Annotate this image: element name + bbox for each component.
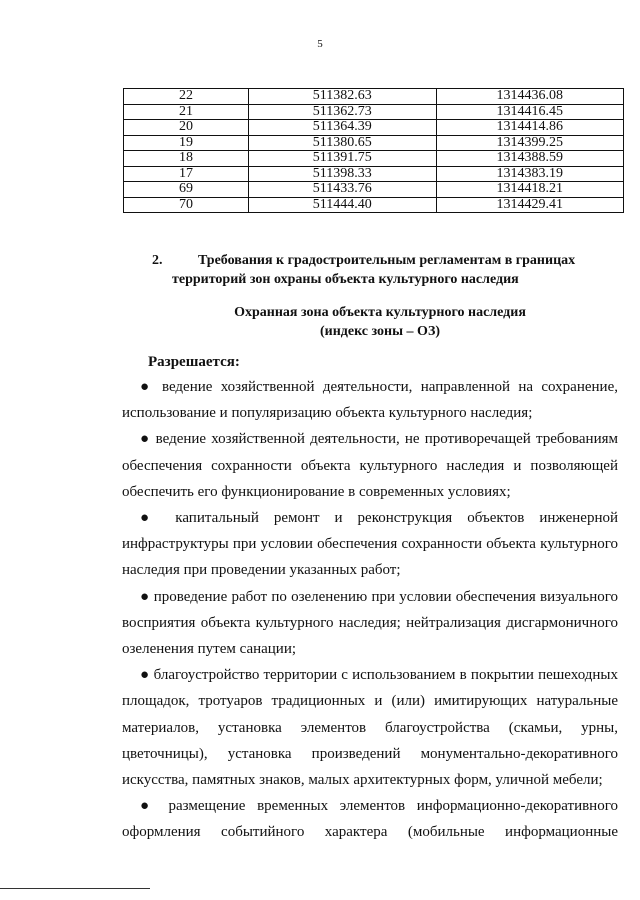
table-row	[124, 89, 624, 105]
list-item-text: капитальный ремонт и реконструкция объектов инженерной инфраструктуры при условии обеспечения сохранности объекта культурного наследия при проведении указанных работ;	[122, 510, 618, 579]
table-row	[124, 197, 624, 213]
y-coordinate-cell: 1314418.21	[436, 182, 624, 198]
table-row	[124, 120, 624, 136]
point-number-cell: 19	[124, 135, 249, 151]
x-coordinate-cell: 511382.63	[249, 89, 437, 105]
list-item-text: размещение временных элементов информационно-декоративного оформления событийного характера (мобильные информационные	[122, 798, 618, 841]
section-title-line-1: Требования к градостроительным регламентам в границах	[198, 253, 576, 268]
x-coordinate-cell: 511444.40	[249, 197, 437, 213]
list-item	[122, 662, 618, 793]
list-item	[122, 793, 618, 845]
zone-title-line-1: Охранная зона объекта культурного наследия	[234, 305, 526, 320]
footer-rule	[0, 888, 150, 889]
bullet-icon: ●	[140, 588, 150, 605]
x-coordinate-cell: 511433.76	[249, 182, 437, 198]
table-row	[124, 135, 624, 151]
table-row	[124, 151, 624, 167]
bullet-icon: ●	[140, 510, 161, 527]
list-item-text: ведение хозяйственной деятельности, не противоречащей требованиям обеспечения сохранности объекта культурного наследия и позволяющей обеспечить его функционирование в современных условиях;	[122, 431, 618, 500]
coordinates-table-body	[124, 89, 624, 213]
coordinates-table	[123, 88, 624, 213]
list-item	[122, 374, 618, 426]
bullet-icon: ●	[140, 431, 151, 448]
point-number-cell: 18	[124, 151, 249, 167]
point-number-cell: 21	[124, 104, 249, 120]
point-number-cell: 70	[124, 197, 249, 213]
section-heading	[152, 251, 614, 289]
section-number: 2.	[152, 253, 163, 268]
point-number-cell: 69	[124, 182, 249, 198]
y-coordinate-cell: 1314429.41	[436, 197, 624, 213]
point-number-cell: 17	[124, 166, 249, 182]
bullet-icon: ●	[140, 798, 157, 815]
page-number: 5	[317, 38, 323, 50]
x-coordinate-cell: 511398.33	[249, 166, 437, 182]
list-item-text: благоустройство территории с использованием в покрытии пешеходных площадок, тротуаров традиционных и (или) имитирующих натуральные материалов, установка элементов благоустройства (скамьи, урны, цветочницы), установка произведений монументально-декоративного искусства, памятных знаков, малых архитектурных форм, уличной мебели;	[122, 667, 618, 789]
list-item-text: проведение работ по озеленению при условии обеспечения визуального восприятия объекта культурного наследия; нейтрализация дисгармоничного озеленения путем санации;	[122, 588, 618, 658]
list-item	[122, 426, 618, 505]
list-item	[122, 584, 618, 663]
table-row	[124, 182, 624, 198]
y-coordinate-cell: 1314383.19	[436, 166, 624, 182]
y-coordinate-cell: 1314436.08	[436, 89, 624, 105]
list-item	[122, 505, 618, 584]
list-item-text: ведение хозяйственной деятельности, направленной на сохранение, использование и популяризацию объекта культурного наследия;	[122, 379, 618, 422]
zone-title	[130, 303, 630, 341]
x-coordinate-cell: 511364.39	[249, 120, 437, 136]
point-number-cell: 22	[124, 89, 249, 105]
x-coordinate-cell: 511362.73	[249, 104, 437, 120]
x-coordinate-cell: 511380.65	[249, 135, 437, 151]
allowed-list	[122, 374, 618, 846]
bullet-icon: ●	[140, 379, 154, 395]
point-number-cell: 20	[124, 120, 249, 136]
bullet-icon: ●	[140, 667, 150, 684]
y-coordinate-cell: 1314399.25	[436, 135, 624, 151]
y-coordinate-cell: 1314414.86	[436, 120, 624, 136]
table-row	[124, 166, 624, 182]
y-coordinate-cell: 1314416.45	[436, 104, 624, 120]
table-row	[124, 104, 624, 120]
allowed-heading: Разрешается:	[148, 354, 240, 370]
y-coordinate-cell: 1314388.59	[436, 151, 624, 167]
x-coordinate-cell: 511391.75	[249, 151, 437, 167]
section-title-line-2: территорий зон охраны объекта культурного наследия	[172, 272, 519, 287]
zone-title-line-2: (индекс зоны – ОЗ)	[319, 324, 440, 339]
